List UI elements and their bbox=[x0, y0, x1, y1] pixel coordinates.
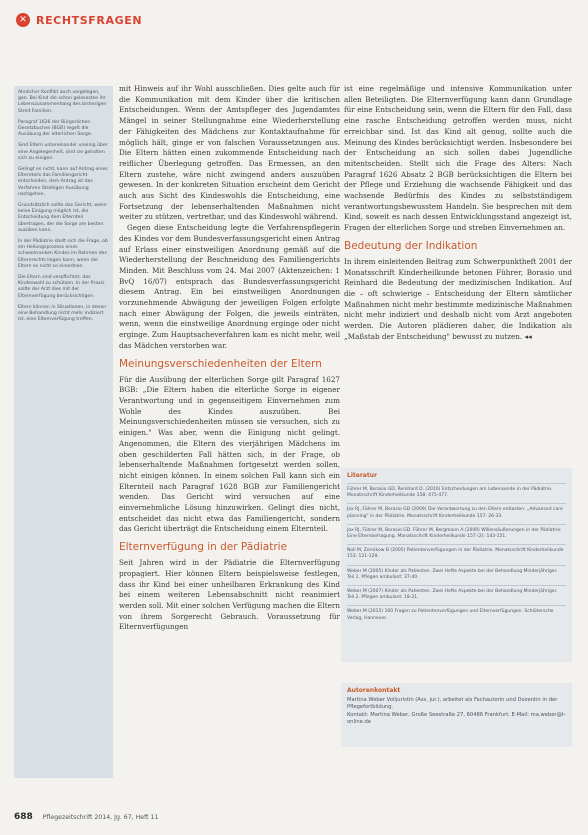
margin-note: Grundsätzlich sollte das Gericht, wenn keine Einigung möglich ist, die Entscheidung dem Elternteil übertragen, der die Sorge am besten ausüben kann. bbox=[18, 203, 107, 233]
body-paragraph: In ihrem einleitenden Beitrag zum Schwerpunktheft 2001 der Monatsschrift Kinderheilkunde betonen Führer, Borasio und Reinhard die Bedeutung der medizinischen Indikation. Auf die – oft schwierige – Entscheidung der Eltern sämtlicher Maßnahmen nicht mehr bestimmte medizinische Maßnahmen nicht mehr indiziert und deshalb nicht vom Arzt angeboten werden. Die Autoren plädieren daher, die Indikation als „Maßstab der Entscheidung" bewusst zu nutzen. ◂◂ bbox=[344, 256, 572, 341]
body-paragraph: Seit Jahren wird in der Pädiatrie die Elternverfügung propagiert. Hier können Eltern beispielsweise festlegen, dass ihr Kind bei einer unheilbaren Erkrankung des Kind bei einem weiteren Lebensabschnitt nicht reanimiert werden soll. Mit einer solchen Verfügung machen die Eltern von ihrem Sorgerecht Gebrauch. Voraussetzung für Elternverfügungen bbox=[119, 558, 340, 632]
x-circle-icon: ✕ bbox=[16, 13, 30, 27]
subheading-dispositions: Elternverfügung in der Pädiatrie bbox=[119, 541, 288, 554]
author-contact: Kontakt: Martina Weber, Große Seestraße 27, 60486 Frankfurt. E-Mail: ma.weber@t-online.de bbox=[347, 711, 566, 725]
margin-note: Ahnlicher Konflikt auch vorgelegen, gen. Bei Kind die schon gelosesten ihr Lebenszusammenhang des bisherigen Streit Familien. bbox=[18, 90, 107, 114]
author-title: Autorenkontakt bbox=[347, 687, 401, 694]
subheading-indication: Bedeutung der Indikation bbox=[344, 239, 478, 252]
margin-note: In der Pädiatrie stellt sich die Frage, ob ein Heilungsprozess eines schwerkranken Kindes im Rahmen des Elternrechts liegen kann, wenn die Eltern es nicht so einordnen. bbox=[18, 239, 108, 269]
page-footer bbox=[14, 812, 158, 822]
literature-item: Weber M (2015) 100 Fragen zu Patientenverfügungen und Elternverfügungen. Schlütersche Verlag, Hannover. bbox=[347, 605, 566, 625]
journal-citation: Pflegezeitschrift 2014, Jg. 67, Heft 11 bbox=[42, 814, 159, 821]
section-header bbox=[16, 10, 142, 30]
margin-note: Gelingt es nicht, kann auf Antrag eines Elternteils das Familiengericht entscheiden, dem Antrag ist das Verfahren Streitigen Ausübung nachgehen. bbox=[18, 167, 108, 197]
section-title: RECHTSFRAGEN bbox=[36, 13, 143, 27]
page-number: 688 bbox=[14, 812, 33, 822]
margin-notes bbox=[14, 86, 113, 778]
body-paragraph: ist eine regelmäßige und intensive Kommunikation unter allen Beteiligten. Die Elternverfügung kann dann Grundlage für eine Entscheidung sein, wenn die Eltern für den Fall, dass eine rasche Entscheidung getroffen werden muss, nicht erreichbar sind. Ist das Kind alt genug, sollte auch die Meinung des Kindes berücksichtigt werden. Insbesondere bei der Entscheidung an sich sollen dabei Jugendliche mitentscheiden. Stellt sich die Frage des Alters: Nach Paragraf 1626 Absatz 2 BGB berücksichtigen die Eltern bei der Pflege und Erziehung die wachsende Fähigkeit und das wachsende Bedürfnis des Kindes zu selbstständigem verantwortungsbewusstem Handeln. Sie besprechen mit dem Kind, soweit es nach dessen Entwicklungsstand angezeigt ist, Fragen der elterlichen Sorge und streben Einvernehmen an. bbox=[344, 84, 572, 233]
author-bio: Martina Weber Volljuristin (Ass. jur.), arbeitet als Fachautorin und Dozentin in der Pflegefortbildung. bbox=[347, 697, 558, 711]
literature-item: Jox RJ, Führer M, Borasio GD (2009) Die Verantwortung zu den Eltern entlasten: „Advanced care planning" in der Pädiatrie. Monatsschrift Kinderheilkunde 157: 26-33. bbox=[347, 503, 566, 523]
literature-item: Weber M (2005) Kinder als Patienten. Zwei Hefte Aspekte bei der Behandlung Minderjähriger. Teil 1. Pflegen ambulant: 37-40. bbox=[347, 565, 566, 585]
subheading-opinions: Meinungsverschiedenheiten der Eltern bbox=[119, 357, 322, 370]
margin-note: Sind Eltern untereinander uneinig über eine Angelegenheit, sind sie gehalten sich zu einigen. bbox=[18, 143, 108, 161]
body-paragraph: mit Hinweis auf ihr Wohl ausschließen. Dies gelte auch für die Kommunikation mit dem Kinder über die kritischen Entscheidungen. Wenn der Amtspfleger des Jugendamtes Mängel in seiner Stellungnahme eine Wiederherstellung der Fähigkeiten des Mädchens zur Kontaktaufnahme für möglich hält, ginge er von falschen Voraussetzungen aus. Die Eltern hätten einen zukommende Entscheidung nach reiflicher Überlegung getroffen. Das Ermessen, an den Eltern zustehe, wäre nicht zwingend anders auszuüben gewesen. In der konkreten Situation erscheint dem Gericht auch aus Sicht des Kindeswohls die Entscheidung, eine Fortsetzung der lebenserhaltenden Maßnahmen nicht weiter zu stützen, vertretbar, und das Kindeswohl während. bbox=[119, 84, 340, 222]
body-paragraph: Gegen diese Entscheidung legte die Verfahrenspflegerin des Kindes vor dem Bundesverfassungsgericht einen Antrag auf Erlass einer einstweiligen Anordnung gemäß auf die Wiederherstellung der Beschneidung des Familiengerichts Minden. Mit Beschluss vom 24. Mai 2007 (Aktenzeichen: 1 BvQ 16/07) entsprach das Bundesverfassungsgericht diesem Antrag. Ein bei einstweiligen Anordnungen vorzunehmende Abwägung der jeweiligen Folgen erfolgte nach einer Abwägung der Folgen, die jeweils einträten, wenn, wenn die einstweilige Anordnung erginge oder nicht erginge. Zum Hauptsacheverfahren kam es nicht mehr, weil das Mädchen verstorben war. bbox=[119, 223, 340, 350]
literature-item: Führer M, Borasio GD, Reinhard D. (2010) Entscheidungen am Lebensende in der Pädiatrie. Monatsschrift Kinderheilkunde 158: 475-477. bbox=[347, 483, 566, 503]
article-column-right bbox=[344, 84, 572, 384]
body-paragraph: Für die Ausübung der elterlichen Sorge gilt Paragraf 1627 BGB: „Die Eltern haben die elterliche Sorge in eigener Verantwortung und in gegenseitigem Einvernehmen zum Wohle des Kindes auszuüben. Bei Meinungsverschiedenheiten müssen sie versuchen, sich zu einigen." Was aber, wenn die Einigung nicht gelingt. Angenommen, die Eltern des vierjährigen Mädchens im oben geschilderten Fall hätten sich, in der Frage, ob lebenserhaltende Maßnahmen fortgesetzt werden sollen, nicht einigen können. In einem solchen Fall kann sich ein Elternteil nach Paragraf 1628 BGB zur Familiengericht wenden. Das Gericht wird versuchen auf eine einvernehmliche Lösung hinzuwirken. Gelingt dies nicht, entscheidet das nicht etwa das Familiengericht, sondern das Gericht überträgt die Entscheidung einem Elternteil. bbox=[119, 374, 340, 534]
margin-note: Die Eltern sind verpflichtet, das Kindeswohl zu schützen. In der Praxis sollte der Arzt dies mit der Elternverfügung berücksichtigen. bbox=[18, 275, 105, 299]
literature-item: Jox RJ, Führer M, Borasio GD. Führer M, Bergmann A (2009) Willensäußerungen in der Pädiatrie: Eine Elternbefragung. Monatsschrift Kinderheilkunde 157 (2): 143-151. bbox=[347, 524, 566, 544]
literature-item: Weber M (2007) Kinder als Patienten. Zwei Hefte Aspekte bei der Behandlung Minderjähriger. Teil 2. Pflegen ambulant: 18-21. bbox=[347, 585, 566, 605]
literature-item: Noll M, Zernikow B (2005) Patientenverfügungen in der Pädiatrie. Monatsschrift Kinderheilkunde 153: 121-129. bbox=[347, 544, 566, 564]
author-contact-box bbox=[341, 683, 572, 747]
margin-note: Eltern können in Situationen, in denen eine Behandlung nicht mehr indiziert ist, eine Elternverfügung treffen. bbox=[18, 304, 107, 323]
literature-title: Literatur bbox=[347, 472, 377, 479]
article-column-middle bbox=[119, 84, 340, 824]
margin-note: Paragraf 1626 der Bürgerlichen Gesetzbuches (BGB) regelt die Ausübung der elterlichen Sorge. bbox=[18, 119, 93, 138]
literature-box bbox=[341, 468, 572, 662]
